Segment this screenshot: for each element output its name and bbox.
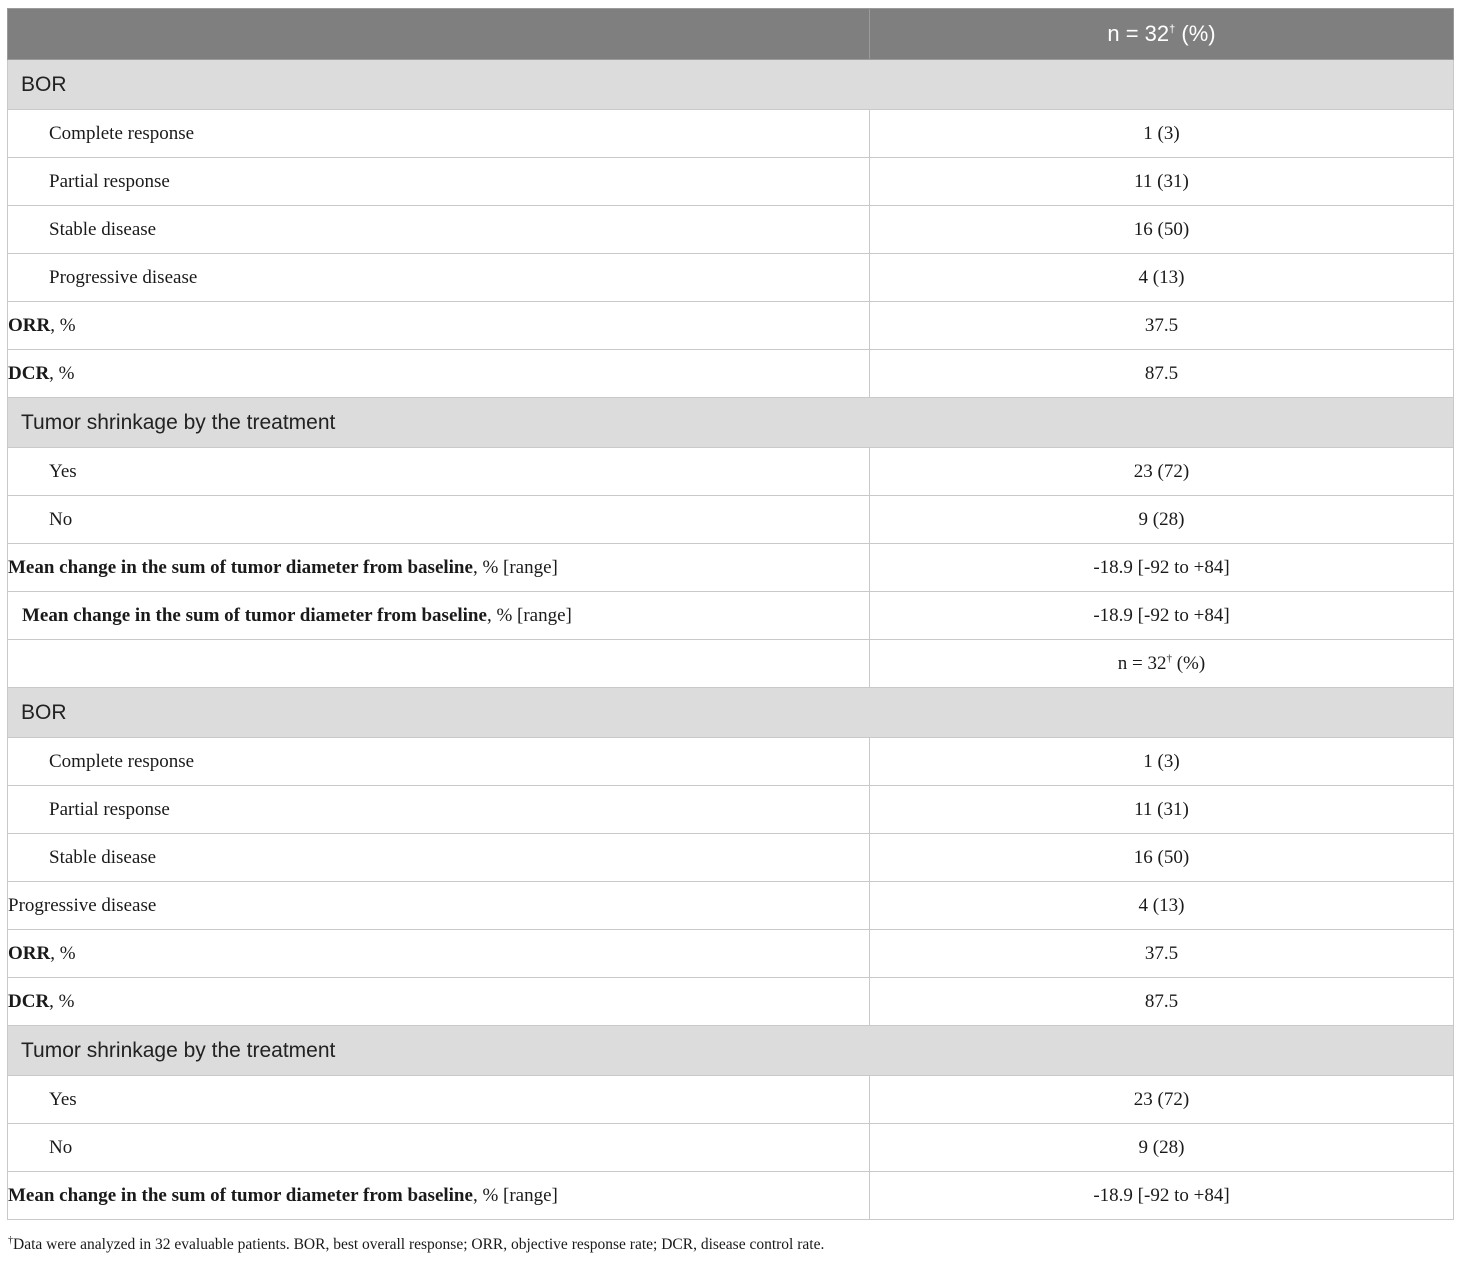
- row-label-cell: Yes: [8, 448, 870, 496]
- row-label-bold: Mean change in the sum of tumor diameter from baseline: [8, 556, 473, 578]
- row-value-cell: 37.5: [870, 930, 1454, 978]
- footnote-text: Data were analyzed in 32 evaluable patients. BOR, best overall response; ORR, objective response rate; DCR, disease control rate.: [13, 1236, 825, 1253]
- row-label-cell: [8, 1172, 870, 1220]
- section-label: Tumor shrinkage by the treatment: [8, 398, 1454, 448]
- row-label-cell: Yes: [8, 1076, 870, 1124]
- row-label-rest: , %: [50, 942, 76, 964]
- row-value-cell: -18.9 [-92 to +84]: [870, 544, 1454, 592]
- row-label-cell: [8, 930, 870, 978]
- footnote: [8, 1236, 824, 1254]
- row-label-rest: , % [range]: [486, 604, 572, 626]
- header-percent-text: (%): [1175, 21, 1216, 46]
- section-label: BOR: [8, 688, 1454, 738]
- row-value-cell: 4 (13): [870, 882, 1454, 930]
- row-label-cell: [8, 350, 870, 398]
- subheader-n-text: n = 32: [1117, 652, 1167, 674]
- table-row: [8, 1124, 1454, 1172]
- row-label-cell: No: [8, 496, 870, 544]
- row-value-cell: 87.5: [870, 978, 1454, 1026]
- row-label-cell: No: [8, 1124, 870, 1172]
- table-header-row: [8, 9, 1454, 60]
- subheader-dagger: †: [1166, 652, 1172, 665]
- table-row: [8, 350, 1454, 398]
- header-label-cell: [8, 9, 870, 60]
- header-n-text: n = 32: [1107, 21, 1170, 46]
- table-row: [8, 930, 1454, 978]
- table-row: [8, 834, 1454, 882]
- subheader-value-cell: [870, 640, 1454, 688]
- section-row: [8, 398, 1454, 448]
- subheader-label-cell: [8, 640, 870, 688]
- row-label-cell: Partial response: [8, 158, 870, 206]
- section-row: [8, 1026, 1454, 1076]
- row-value-cell: 9 (28): [870, 1124, 1454, 1172]
- row-label-cell: Progressive disease: [8, 254, 870, 302]
- row-label-cell: Progressive disease: [8, 882, 870, 930]
- row-value-cell: 16 (50): [870, 206, 1454, 254]
- subheader-percent-text: (%): [1171, 652, 1206, 674]
- row-value-cell: 1 (3): [870, 110, 1454, 158]
- row-label-cell: [8, 978, 870, 1026]
- row-value-cell: 16 (50): [870, 834, 1454, 882]
- table-row: [8, 592, 1454, 640]
- row-label-cell: [8, 302, 870, 350]
- row-value-cell: 4 (13): [870, 254, 1454, 302]
- table-row: [8, 978, 1454, 1026]
- row-label-cell: Partial response: [8, 786, 870, 834]
- table-row: [8, 206, 1454, 254]
- table-row: [8, 254, 1454, 302]
- results-table: [7, 8, 1454, 1220]
- table-row: [8, 158, 1454, 206]
- section-row: [8, 60, 1454, 110]
- row-label-bold: DCR: [8, 990, 50, 1012]
- row-value-cell: 37.5: [870, 302, 1454, 350]
- row-label-rest: , %: [49, 990, 75, 1012]
- row-label-bold: ORR: [8, 314, 51, 336]
- row-label-cell: Complete response: [8, 110, 870, 158]
- section-label: Tumor shrinkage by the treatment: [8, 1026, 1454, 1076]
- footnote-dagger: †: [8, 1234, 13, 1246]
- row-value-cell: 11 (31): [870, 158, 1454, 206]
- row-label-rest: , %: [50, 314, 76, 336]
- row-label-cell: Complete response: [8, 738, 870, 786]
- row-value-cell: 87.5: [870, 350, 1454, 398]
- table-row: [8, 496, 1454, 544]
- row-value-cell: 23 (72): [870, 448, 1454, 496]
- row-value-cell: -18.9 [-92 to +84]: [870, 1172, 1454, 1220]
- header-value-cell: [870, 9, 1454, 60]
- table-row: [8, 110, 1454, 158]
- row-value-cell: 1 (3): [870, 738, 1454, 786]
- row-label-cell: [8, 592, 870, 640]
- repeated-header-row: [8, 640, 1454, 688]
- row-value-cell: 23 (72): [870, 1076, 1454, 1124]
- table-body: [8, 60, 1454, 1220]
- row-label-cell: Stable disease: [8, 834, 870, 882]
- row-label-bold: ORR: [8, 942, 51, 964]
- row-label-cell: Stable disease: [8, 206, 870, 254]
- table-row: [8, 544, 1454, 592]
- table-row: [8, 302, 1454, 350]
- table-row: [8, 786, 1454, 834]
- row-label-rest: , %: [49, 362, 75, 384]
- header-dagger: †: [1169, 23, 1176, 36]
- row-value-cell: 11 (31): [870, 786, 1454, 834]
- section-row: [8, 688, 1454, 738]
- section-label: BOR: [8, 60, 1454, 110]
- row-label-bold: DCR: [8, 362, 50, 384]
- row-label-rest: , % [range]: [472, 1184, 558, 1206]
- table-row: [8, 882, 1454, 930]
- table-row: [8, 1172, 1454, 1220]
- table-row: [8, 448, 1454, 496]
- table-row: [8, 738, 1454, 786]
- row-label-bold: Mean change in the sum of tumor diameter from baseline: [22, 604, 487, 626]
- table-row: [8, 1076, 1454, 1124]
- row-label-cell: [8, 544, 870, 592]
- row-label-rest: , % [range]: [472, 556, 558, 578]
- row-label-bold: Mean change in the sum of tumor diameter from baseline: [8, 1184, 473, 1206]
- row-value-cell: -18.9 [-92 to +84]: [870, 592, 1454, 640]
- row-value-cell: 9 (28): [870, 496, 1454, 544]
